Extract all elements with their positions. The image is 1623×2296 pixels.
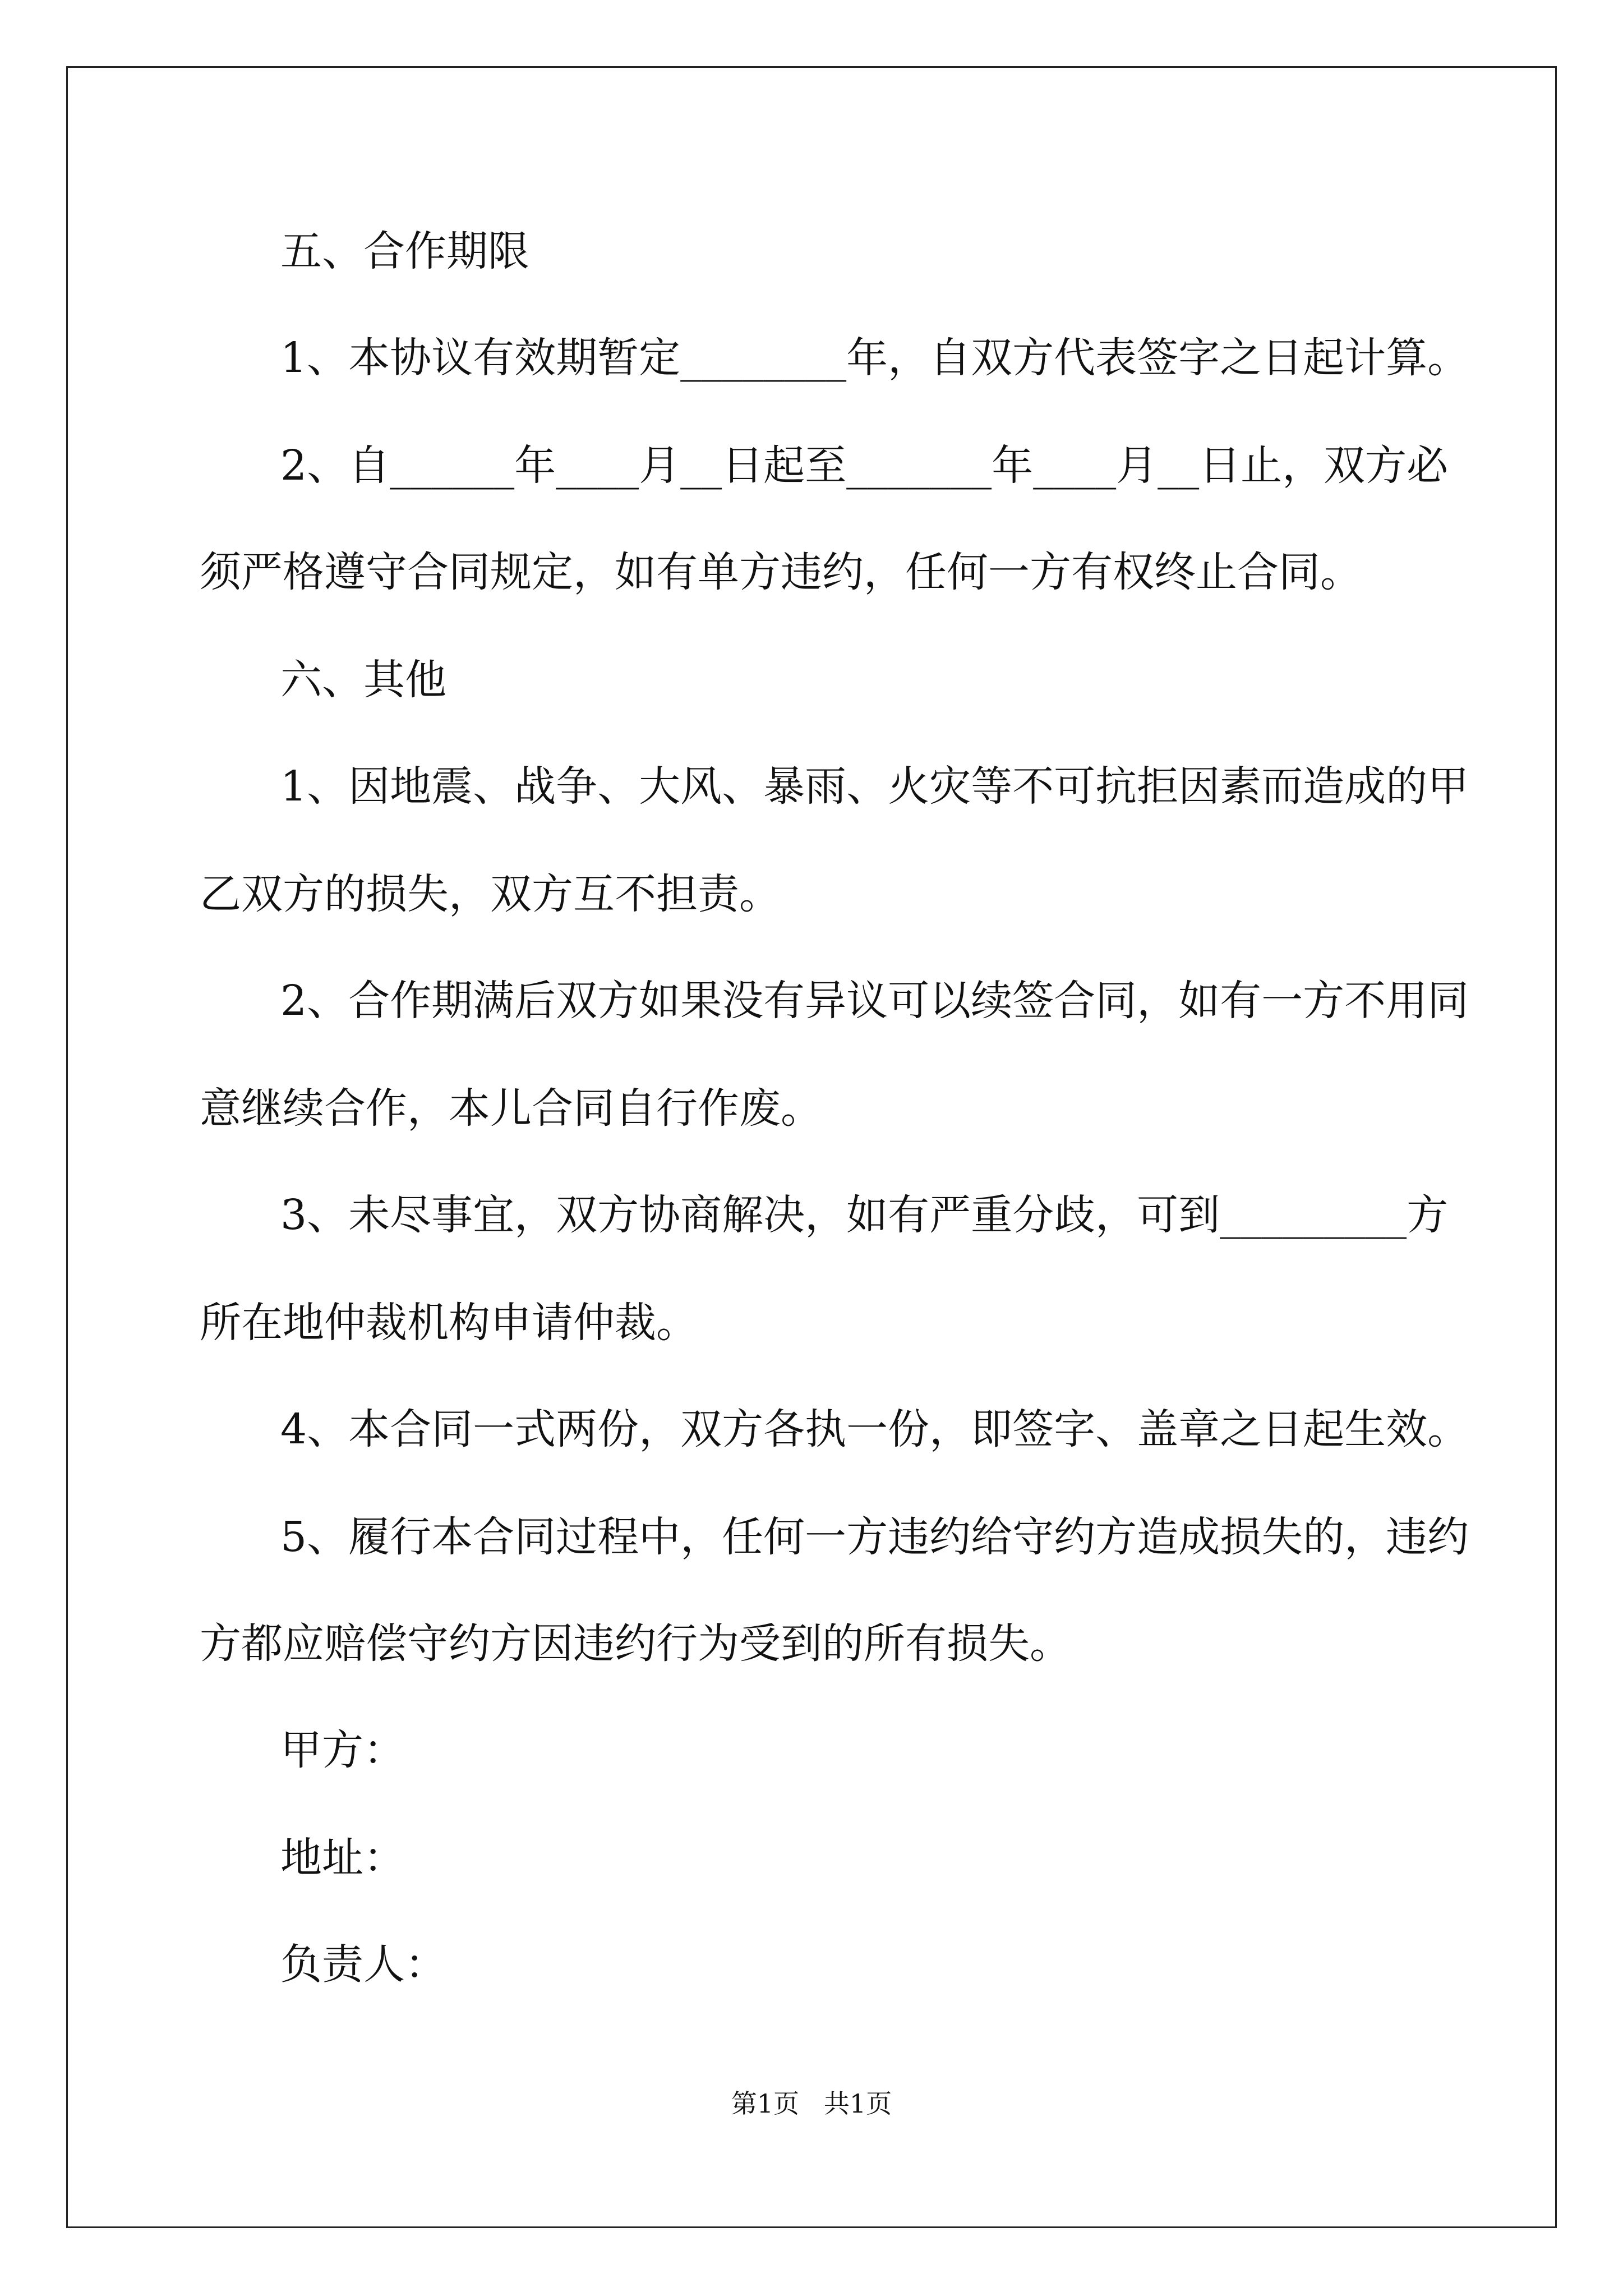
heading-cooperation-term: 五、合作期限 xyxy=(280,227,529,275)
paragraph-2-continued: 须严格遵守合同规定，如有单方违约，任何一方有权终止合同。 xyxy=(200,548,1362,596)
paragraph-copies: 4、本合同一式两份，双方各执一份，即签字、盖章之日起生效。 xyxy=(280,1405,1469,1453)
responsible-person-label: 负责人： xyxy=(280,1940,446,1989)
paragraph-force-majeure-continued: 乙双方的损失，双方互不担责。 xyxy=(200,870,781,918)
paragraph-renewal-continued: 意继续合作，本儿合同自行作废。 xyxy=(200,1084,822,1133)
page-footer: 第1页 共1页 xyxy=(731,2088,892,2119)
paragraph-renewal: 2、合作期满后双方如果没有异议可以续签合同，如有一方不用同 xyxy=(280,977,1469,1025)
paragraph-dispute-continued: 所在地仲裁机构申请仲裁。 xyxy=(200,1299,698,1347)
paragraph-dispute: 3、未尽事宜，双方协商解决，如有严重分歧，可到_________方 xyxy=(280,1191,1449,1239)
address-label: 地址： xyxy=(280,1834,405,1882)
heading-other: 六、其他 xyxy=(280,656,446,704)
paragraph-force-majeure: 1、因地震、战争、大风、暴雨、火灾等不可抗拒因素而造成的甲 xyxy=(280,762,1469,811)
party-a-label: 甲方： xyxy=(280,1726,405,1774)
paragraph-2-dates: 2、自______年____月__日起至_______年____月__日止，双方必 xyxy=(280,441,1449,490)
page-border xyxy=(66,66,1557,2228)
paragraph-breach: 5、履行本合同过程中，任何一方违约给守约方造成损失的，违约 xyxy=(280,1513,1469,1561)
paragraph-1-term: 1、本协议有效期暂定________年，自双方代表签字之日起计算。 xyxy=(280,334,1469,382)
paragraph-breach-continued: 方都应赔偿守约方因违约行为受到的所有损失。 xyxy=(200,1619,1071,1668)
